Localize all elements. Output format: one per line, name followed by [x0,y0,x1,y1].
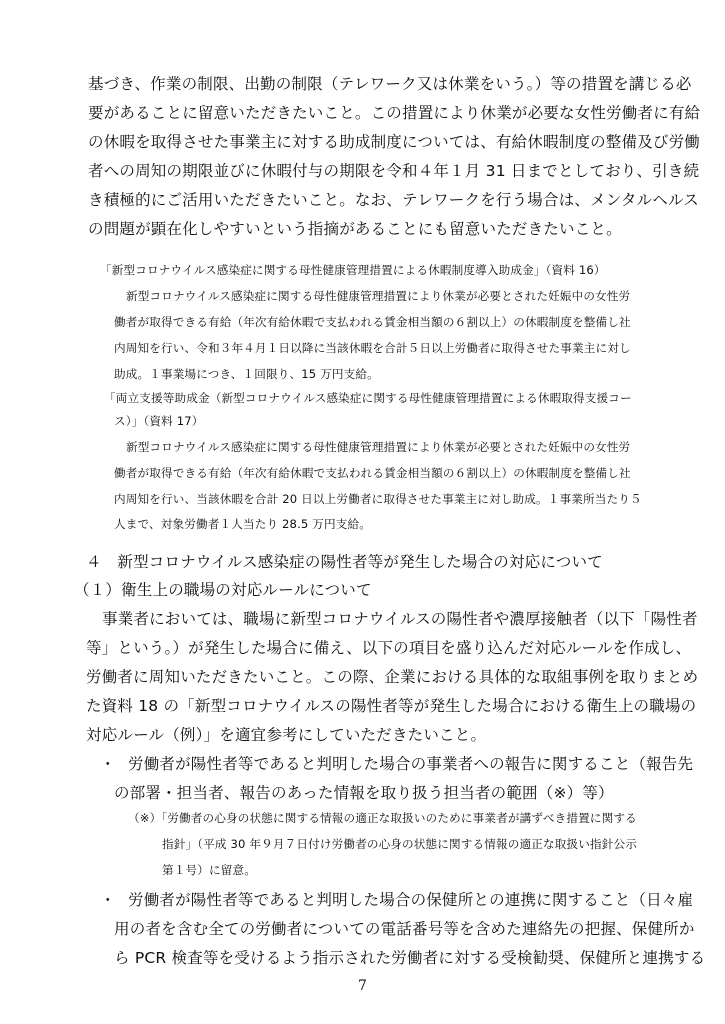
text-line: 働者が取得できる有給（年次有給休暇で支払われる賃金相当額の６割以上）の休暇制度を整備し社 [114,315,631,329]
text-line: 事業者においては、職場に新型コロナウイルスの陽性者や濃厚接触者（以下「陽性者 [102,610,698,628]
page-number: 7 [358,978,367,994]
bullet-mark: ・ [100,891,116,909]
text-line: 要があることに留意いただきたいこと。この措置により休業が必要な女性労働者に有給 [88,104,701,122]
text-line: 用の者を含む全ての労働者についての電話番号等を含めた連絡先の把握、保健所か [114,920,695,938]
section-heading: ４ 新型コロナウイルス感染症の陽性者等が発生した場合の対応について [86,553,603,571]
text-line: 労働者に周知いただきたいこと。この際、企業における具体的な取組事例を取りまとめ [86,668,699,686]
text-line: た資料 18 の「新型コロナウイルスの陽性者等が発生した場合における衛生上の職場の [86,697,697,715]
text-line: 等」という。）が発生した場合に備え、以下の項目を盛り込んだ対応ルールを作成し、 [86,639,692,657]
section-subheading: （１）衛生上の職場の対応ルールについて [74,581,372,599]
subsidy-title: 「両立支援等助成金（新型コロナウイルス感染症に関する母性健康管理措置による休暇取得支援コー [104,391,632,405]
text-line: の休暇を取得させた事業主に対する助成制度については、有給休暇制度の整備及び労働 [88,133,700,151]
text-line: 基づき、作業の制限、出勤の制限（テレワーク又は休業をいう。）等の措置を講じる必 [88,75,692,93]
text-line: 労働者が陽性者等であると判明した場合の保健所との連携に関すること（日々雇 [128,891,694,909]
text-line: 助成。１事業場につき、１回限り、15 万円支給。 [114,367,379,381]
text-line: の部署・担当者、報告のあった情報を取り扱う担当者の範囲（※）等） [114,784,614,802]
text-line: ら PCR 検査等を受けるよう指示された労働者に対する受検勧奨、保健所と連携する [114,949,706,967]
text-line: 者への周知の期限並びに休暇付与の期限を令和４年１月 31 日までとしており、引き続 [88,162,700,180]
text-line: き積極的にご活用いただきたいこと。なお、テレワークを行う場合は、メンタルヘルス [88,191,699,209]
text-line: 労働者が陽性者等であると判明した場合の事業者への報告に関すること（報告先 [128,755,694,773]
text-line: 働者が取得できる有給（年次有給休暇で支払われる賃金相当額の６割以上）の休暇制度を整備し社 [114,466,631,480]
text-line: 対応ルール（例）」を適宜参考にしていただきたいこと。 [86,726,487,744]
text-line: 新型コロナウイルス感染症に関する母性健康管理措置により休業が必要とされた妊娠中の女性労 [126,289,631,303]
note-line: 指針」（平成 30 年９月７日付け労働者の心身の状態に関する情報の適正な取扱い指針公示 [162,837,637,851]
bullet-mark: ・ [100,755,116,773]
text-line: 人まで、対象労働者１人当たり 28.5 万円支給。 [114,517,371,531]
text-line: 内周知を行い、令和３年４月１日以降に当該休暇を合計５日以上労働者に取得させた事業主に対し [114,341,631,355]
text-line: 内周知を行い、当該休暇を合計 20 日以上労働者に取得させた事業主に対し助成。１事業所当たり５ [114,492,642,506]
subsidy-title: ス）」（資料 17） [114,414,204,428]
subsidy-title: 「新型コロナウイルス感染症に関する母性健康管理措置による休暇制度導入助成金」（資料 16） [100,263,606,277]
note-line: 第１号）に留意。 [162,863,256,877]
text-line: 新型コロナウイルス感染症に関する母性健康管理措置により休業が必要とされた妊娠中の女性労 [126,440,631,454]
text-line: の問題が顕在化しやすいという指摘があることにも留意いただきたいこと。 [88,220,622,238]
note-line: （※）「労働者の心身の状態に関する情報の適正な取扱いのために事業者が講ずべき措置に関する [128,811,637,825]
